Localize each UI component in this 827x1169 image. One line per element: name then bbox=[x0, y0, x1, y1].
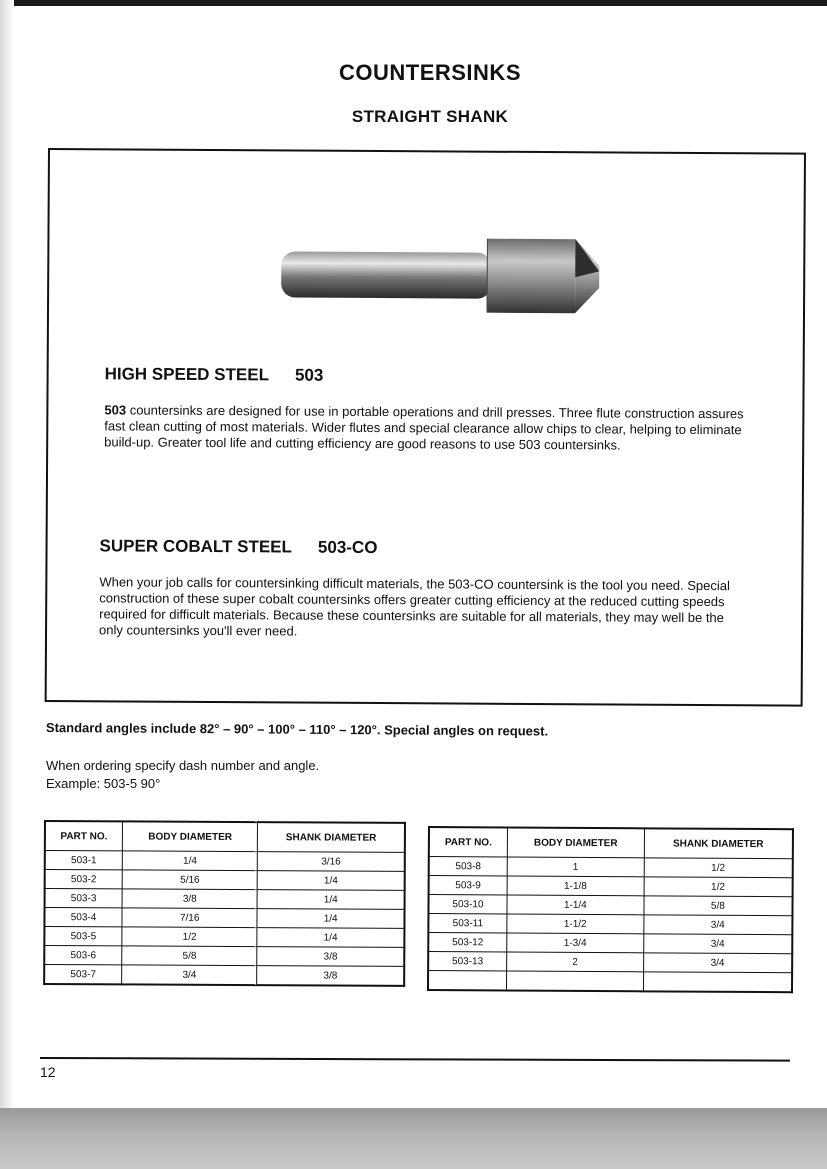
table-row bbox=[429, 876, 793, 897]
table-row bbox=[44, 908, 404, 929]
col-shank-diameter: SHANK DIAMETER bbox=[644, 828, 793, 858]
page-title: COUNTERSINKS bbox=[338, 60, 521, 85]
page-subtitle: STRAIGHT SHANK bbox=[351, 107, 509, 126]
body-diameter-cell: 7/16 bbox=[122, 908, 257, 928]
table-row bbox=[45, 851, 405, 872]
body-diameter-cell: 1/4 bbox=[122, 851, 257, 871]
part-no-cell: 503-2 bbox=[45, 870, 123, 889]
hss-heading-label: HIGH SPEED STEEL bbox=[104, 364, 270, 385]
shank-diameter-cell: 1/4 bbox=[257, 890, 404, 910]
shank-diameter-cell: 3/4 bbox=[643, 934, 792, 954]
hss-description-lead: 503 bbox=[104, 402, 127, 418]
body-diameter-cell: 3/4 bbox=[122, 965, 257, 985]
table-row bbox=[44, 927, 404, 948]
table-row bbox=[428, 971, 792, 993]
part-no-cell: 503-9 bbox=[429, 876, 508, 895]
shank-diameter-cell: 3/4 bbox=[644, 915, 793, 935]
table-row bbox=[45, 870, 405, 891]
hss-heading bbox=[105, 364, 324, 385]
body-diameter-cell: 5/16 bbox=[122, 870, 257, 890]
body-diameter-cell: 1-3/4 bbox=[507, 933, 644, 953]
part-no-cell: 503-11 bbox=[428, 914, 507, 933]
table-row bbox=[428, 952, 792, 973]
part-no-cell: 503-10 bbox=[428, 895, 507, 914]
part-no-cell: 503-7 bbox=[44, 965, 122, 985]
shank-diameter-cell bbox=[643, 972, 792, 992]
spec-table-left bbox=[43, 820, 406, 987]
shank-diameter-cell: 1/4 bbox=[257, 909, 404, 929]
countersink-tool-image bbox=[279, 229, 600, 321]
body-diameter-cell: 5/8 bbox=[122, 946, 257, 966]
hss-description-text: countersinks are designed for use in portable operations and drill presses. Three flute construction assures fast clean cutting of most materials. Wider flutes and special clearance allow chips to clear, helping to eliminate build-up. Greater tool life and cutting efficiency are good reasons to use 503 countersinks. bbox=[104, 402, 744, 453]
spec-table-right bbox=[427, 826, 794, 993]
shank-diameter-cell: 3/16 bbox=[258, 852, 405, 872]
part-no-cell: 503-5 bbox=[44, 927, 122, 946]
col-body-diameter: BODY DIAMETER bbox=[122, 821, 257, 851]
shank-diameter-cell: 1/2 bbox=[644, 877, 793, 897]
table-row bbox=[429, 857, 793, 878]
col-body-diameter: BODY DIAMETER bbox=[507, 827, 644, 857]
col-part-no: PART NO. bbox=[429, 827, 508, 857]
body-diameter-cell: 1 bbox=[507, 857, 644, 877]
table-row bbox=[428, 914, 792, 935]
shank-diameter-cell: 3/8 bbox=[257, 966, 404, 986]
body-diameter-cell: 1-1/4 bbox=[507, 895, 644, 915]
scan-left-edge bbox=[0, 0, 14, 1169]
scan-bottom-edge bbox=[0, 1108, 827, 1169]
table-header-row bbox=[45, 821, 405, 852]
shank-diameter-cell: 3/4 bbox=[643, 953, 792, 973]
standard-angles-note: Standard angles include 82° – 90° – 100° – 110° – 120°. Special angles on request. bbox=[45, 720, 549, 739]
part-no-cell: 503-12 bbox=[428, 933, 507, 952]
part-no-cell: 503-6 bbox=[44, 946, 122, 965]
table-row bbox=[428, 895, 792, 916]
cobalt-heading bbox=[100, 536, 378, 558]
product-description-box bbox=[45, 148, 806, 707]
ordering-example: Example: 503-5 90° bbox=[46, 776, 161, 791]
table-row bbox=[44, 946, 404, 967]
hss-code: 503 bbox=[294, 365, 324, 385]
part-no-cell: 503-1 bbox=[45, 851, 123, 870]
shank-diameter-cell: 1/4 bbox=[257, 928, 404, 948]
part-no-cell: 503-13 bbox=[428, 952, 507, 971]
part-no-cell: 503-8 bbox=[429, 857, 508, 876]
hss-description bbox=[104, 402, 754, 454]
footer-divider bbox=[40, 1057, 790, 1062]
table-header-row bbox=[429, 827, 793, 859]
scan-top-edge bbox=[0, 0, 827, 6]
part-no-cell: 503-3 bbox=[45, 889, 123, 908]
col-shank-diameter: SHANK DIAMETER bbox=[258, 822, 405, 852]
body-diameter-cell bbox=[506, 971, 643, 991]
body-diameter-cell: 3/8 bbox=[122, 889, 257, 909]
table-row bbox=[428, 933, 792, 954]
table-row bbox=[44, 965, 404, 986]
table-row bbox=[45, 889, 405, 910]
cobalt-heading-label: SUPER COBALT STEEL bbox=[99, 536, 293, 557]
part-no-cell: 503-4 bbox=[44, 908, 122, 927]
shank-diameter-cell: 1/4 bbox=[258, 871, 405, 891]
page-number: 12 bbox=[40, 1064, 56, 1080]
shank-diameter-cell: 5/8 bbox=[644, 896, 793, 916]
body-diameter-cell: 1/2 bbox=[122, 927, 257, 947]
shank-diameter-cell: 3/8 bbox=[257, 947, 404, 967]
body-diameter-cell: 1-1/2 bbox=[507, 914, 644, 934]
cobalt-description: When your job calls for countersinking difficult materials, the 503-CO countersink is the tool you need. Special construction of these super cobalt countersinks offers greater cutting efficiency at the reduced cutting speeds required for difficult materials. Because these countersinks are suitable for all materials, they may well be the only countersinks you'll ever need. bbox=[99, 574, 730, 639]
part-no-cell bbox=[428, 971, 507, 991]
body-diameter-cell: 2 bbox=[507, 952, 644, 972]
col-part-no: PART NO. bbox=[45, 821, 123, 851]
cobalt-code: 503-CO bbox=[317, 537, 378, 558]
shank-diameter-cell: 1/2 bbox=[644, 858, 793, 878]
body-diameter-cell: 1-1/8 bbox=[507, 876, 644, 896]
ordering-note: When ordering specify dash number and angle. bbox=[46, 758, 320, 773]
